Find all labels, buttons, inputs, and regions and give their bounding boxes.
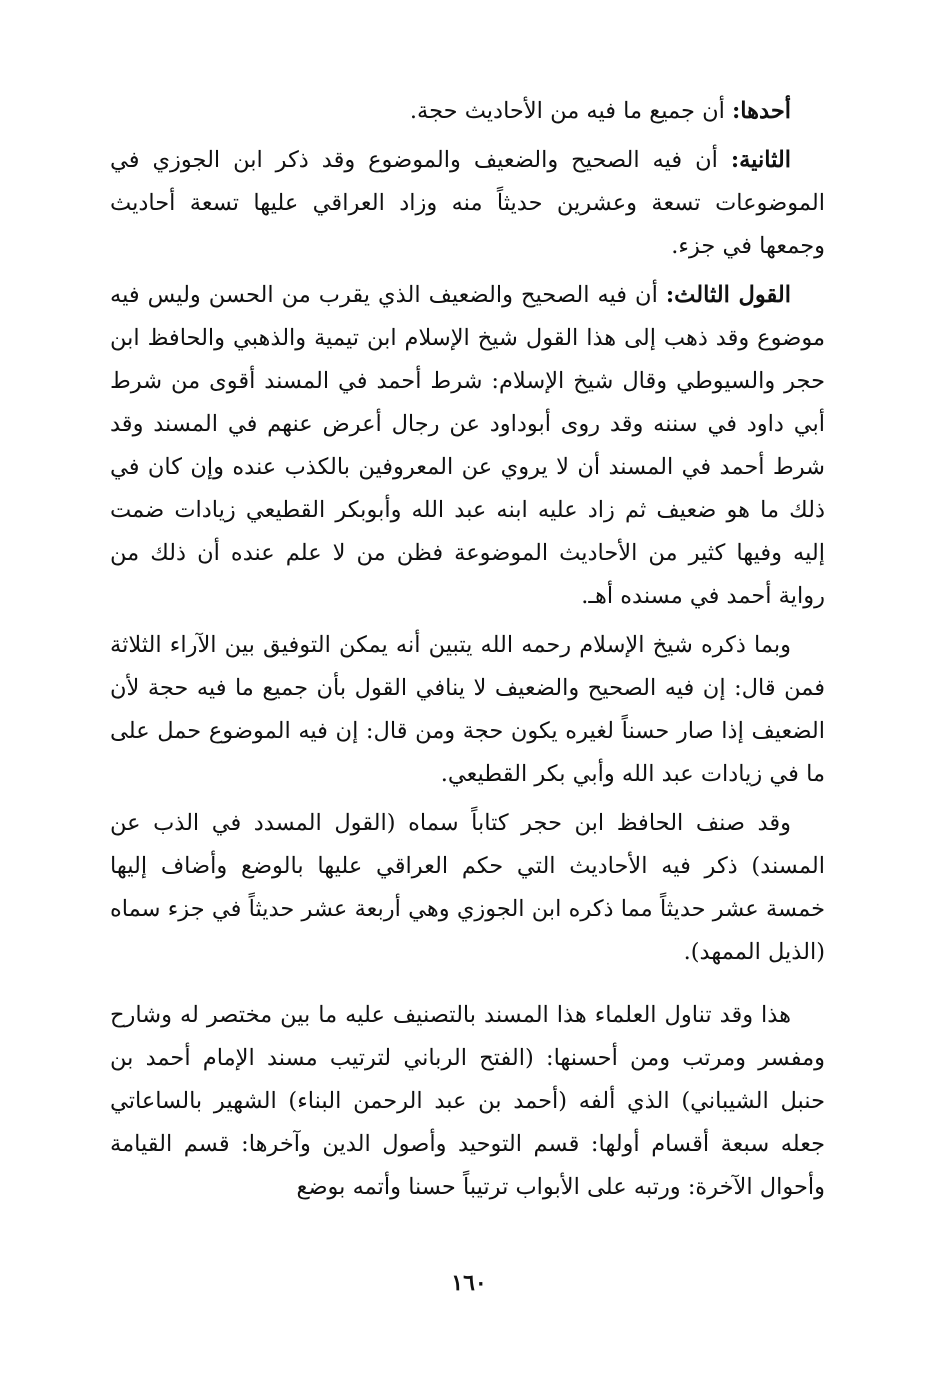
page-body (110, 90, 825, 1215)
paragraph-third-opinion (110, 274, 825, 618)
paragraph-compilations (110, 994, 825, 1209)
paragraph-lead: القول الثالث: (665, 282, 791, 308)
paragraph-second-opinion (110, 139, 825, 268)
paragraph-first-opinion (110, 90, 825, 133)
paragraph-lead: الثانية: (730, 147, 791, 173)
paragraph-text: أن جميع ما فيه من الأحاديث حجة. (409, 98, 725, 124)
paragraph-ibn-hajar (110, 802, 825, 974)
paragraph-text: وبما ذكره شيخ الإسلام رحمه الله يتبين أنه يمكن التوفيق بين الآراء الثلاثة فمن قال: إن فيه الصحيح والضعيف لا ينافي القول بأن جميع ما فيه حجة لأن الضعيف إذا صار حسناً لغيره يكون حجة ومن قال: إن فيه الموضوع حمل على ما في زيادات عبد الله وأبي بكر القطيعي. (110, 632, 825, 787)
paragraph-text: أن فيه الصحيح والضعيف الذي يقرب من الحسن وليس فيه موضوع وقد ذهب إلى هذا القول شيخ الإسلام ابن تيمية والذهبي والحافظ ابن حجر والسيوطي وقال شيخ الإسلام: شرط أحمد في المسند أقوى من شرط أبي داود في سننه وقد روى أبوداود عن رجال أعرض عنهم في المسند وقد شرط أحمد في المسند أن لا يروي عن المعروفين بالكذب عنده وإن كان في ذلك ما هو ضعيف ثم زاد عليه ابنه عبد الله وأبوبكر القطيعي زيادات ضمت إليه وفيها كثير من الأحاديث الموضوعة فظن من لا علم عنده أن ذلك من رواية أحمد في مسنده أهـ. (110, 282, 825, 609)
paragraph-lead: أحدها: (732, 98, 791, 124)
paragraph-text: أن فيه الصحيح والضعيف والموضوع وقد ذكر ابن الجوزي في الموضوعات تسعة وعشرين حديثاً منه وزاد العراقي عليها تسعة أحاديث وجمعها في جزء. (110, 147, 825, 259)
page-number: ١٦٠ (451, 1270, 487, 1296)
paragraph-reconciliation (110, 624, 825, 796)
paragraph-text: وقد صنف الحافظ ابن حجر كتاباً سماه (القول المسدد في الذب عن المسند) ذكر فيه الأحاديث التي حكم العراقي عليها بالوضع وأضاف إليها خمسة عشر حديثاً مما ذكره ابن الجوزي وهي أربعة عشر حديثاً في جزء سماه (الذيل الممهد). (110, 810, 825, 965)
paragraph-text: هذا وقد تناول العلماء هذا المسند بالتصنيف عليه ما بين مختصر له وشارح ومفسر ومرتب ومن أحسنها: (الفتح الرباني لترتيب مسند الإمام أحمد بن حنبل الشيباني) الذي ألفه (أحمد بن عبد الرحمن البناء) الشهير بالساعاتي جعله سبعة أقسام أولها: قسم التوحيد وأصول الدين وآخرها: قسم القيامة وأحوال الآخرة: ورتبه على الأبواب ترتيباً حسنا وأتمه بوضع (110, 1002, 825, 1200)
